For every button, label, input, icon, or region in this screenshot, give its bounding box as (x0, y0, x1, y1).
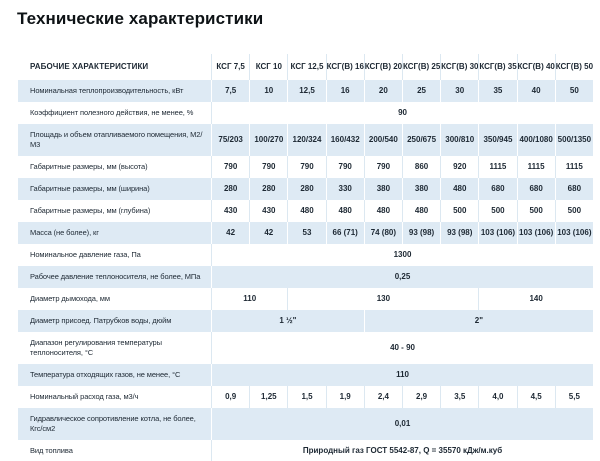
page-title: Технические характеристики (17, 9, 264, 28)
row-label: Вид топлива (30, 446, 73, 455)
value-cell: 2,4 (364, 386, 402, 408)
value-cell: 1300 (211, 244, 593, 266)
value-cell: 103 (106) (555, 222, 593, 244)
value-cell: 350/945 (478, 124, 516, 156)
value-cell: 380 (364, 178, 402, 200)
value-cell: 3,5 (440, 386, 478, 408)
value-cell: 4,0 (478, 386, 516, 408)
value-cell: 790 (364, 156, 402, 178)
value-cell: 16 (326, 80, 364, 102)
column-header: КСГ(В) 35 (478, 54, 516, 80)
value-cell: 480 (440, 178, 478, 200)
value-cell: 53 (287, 222, 325, 244)
value-cell: 2,9 (402, 386, 440, 408)
value-cell: Природный газ ГОСТ 5542-87, Q = 35570 кДж/м.куб (211, 440, 593, 461)
value-cell: 280 (287, 178, 325, 200)
table-row (18, 124, 593, 156)
table-row (18, 386, 593, 408)
value-cell: 250/675 (402, 124, 440, 156)
value-cell: 920 (440, 156, 478, 178)
value-cell: 1115 (478, 156, 516, 178)
value-cell: 103 (106) (517, 222, 555, 244)
column-header: КСГ(В) 20 (364, 54, 402, 80)
value-cell: 40 - 90 (211, 332, 593, 364)
value-cell: 500 (478, 200, 516, 222)
row-label: Гидравлическое сопротивление котла, не более, Кгс/см2 (30, 414, 196, 433)
value-cell: 25 (402, 80, 440, 102)
row-label: Диапазон регулирования температуры теплоносителя, °С (30, 338, 162, 357)
value-cell: 0,9 (211, 386, 249, 408)
value-cell: 280 (211, 178, 249, 200)
table-row (18, 102, 593, 124)
value-cell: 200/540 (364, 124, 402, 156)
value-cell: 790 (287, 156, 325, 178)
value-cell: 140 (478, 288, 593, 310)
table-row (18, 200, 593, 222)
value-cell: 10 (249, 80, 287, 102)
value-cell: 7,5 (211, 80, 249, 102)
value-cell: 30 (440, 80, 478, 102)
column-header: КСГ 12,5 (287, 54, 325, 80)
value-cell: 500 (555, 200, 593, 222)
value-cell: 110 (211, 364, 593, 386)
column-header: КСГ(В) 25 (402, 54, 440, 80)
row-label: Диаметр дымохода, мм (30, 294, 110, 303)
value-cell: 42 (211, 222, 249, 244)
value-cell: 0,01 (211, 408, 593, 440)
value-cell: 1,9 (326, 386, 364, 408)
value-cell: 40 (517, 80, 555, 102)
value-cell: 66 (71) (326, 222, 364, 244)
value-cell: 300/810 (440, 124, 478, 156)
value-cell: 790 (326, 156, 364, 178)
row-label: Коэффициент полезного действия, не менее, % (30, 108, 194, 117)
value-cell: 480 (326, 200, 364, 222)
value-cell: 160/432 (326, 124, 364, 156)
row-label: Диаметр присоед. Патрубков воды, дюйм (30, 316, 172, 325)
value-cell: 480 (287, 200, 325, 222)
table-row (18, 244, 593, 266)
table-row (18, 408, 593, 440)
value-cell: 93 (98) (402, 222, 440, 244)
column-header: КСГ(В) 30 (440, 54, 478, 80)
value-cell: 1,25 (249, 386, 287, 408)
table-row (18, 178, 593, 200)
value-cell: 480 (364, 200, 402, 222)
table-row (18, 288, 593, 310)
value-cell: 110 (211, 288, 287, 310)
value-cell: 1115 (555, 156, 593, 178)
value-cell: 330 (326, 178, 364, 200)
specs-table-body (18, 80, 593, 461)
corner-header: РАБОЧИЕ ХАРАКТЕРИСТИКИ (30, 62, 149, 71)
value-cell: 500/1350 (555, 124, 593, 156)
table-row (18, 156, 593, 178)
column-header: КСГ 10 (249, 54, 287, 80)
value-cell: 103 (106) (478, 222, 516, 244)
value-cell: 74 (80) (364, 222, 402, 244)
row-label: Габаритные размеры, мм (глубина) (30, 206, 151, 215)
specs-table (18, 54, 593, 461)
value-cell: 120/324 (287, 124, 325, 156)
value-cell: 50 (555, 80, 593, 102)
value-cell: 680 (517, 178, 555, 200)
value-cell: 1,5 (287, 386, 325, 408)
table-row (18, 440, 593, 461)
table-row (18, 332, 593, 364)
value-cell: 100/270 (249, 124, 287, 156)
row-label: Масса (не более), кг (30, 228, 99, 237)
value-cell: 35 (478, 80, 516, 102)
value-cell: 430 (249, 200, 287, 222)
value-cell: 4,5 (517, 386, 555, 408)
row-label: Номинальное давление газа, Па (30, 250, 141, 259)
row-label: Габаритные размеры, мм (ширина) (30, 184, 150, 193)
table-row (18, 80, 593, 102)
row-label: Габаритные размеры, мм (высота) (30, 162, 148, 171)
column-header: КСГ 7,5 (211, 54, 249, 80)
row-label: Рабочее давление теплоносителя, не более, МПа (30, 272, 201, 281)
table-row (18, 364, 593, 386)
value-cell: 1 ½" (211, 310, 364, 332)
value-cell: 380 (402, 178, 440, 200)
value-cell: 280 (249, 178, 287, 200)
value-cell: 5,5 (555, 386, 593, 408)
row-label: Температура отходящих газов, не менее, °С (30, 370, 181, 379)
header-row (18, 54, 593, 80)
value-cell: 0,25 (211, 266, 593, 288)
value-cell: 12,5 (287, 80, 325, 102)
value-cell: 500 (517, 200, 555, 222)
page (0, 9, 600, 461)
value-cell: 20 (364, 80, 402, 102)
value-cell: 680 (555, 178, 593, 200)
value-cell: 93 (98) (440, 222, 478, 244)
value-cell: 130 (287, 288, 478, 310)
row-label: Номинальный расход газа, м3/ч (30, 392, 139, 401)
value-cell: 860 (402, 156, 440, 178)
table-row (18, 266, 593, 288)
value-cell: 90 (211, 102, 593, 124)
row-label: Площадь и объем отапливаемого помещения, М2/М3 (30, 130, 203, 149)
value-cell: 500 (440, 200, 478, 222)
value-cell: 75/203 (211, 124, 249, 156)
table-row (18, 310, 593, 332)
value-cell: 1115 (517, 156, 555, 178)
value-cell: 42 (249, 222, 287, 244)
value-cell: 790 (211, 156, 249, 178)
value-cell: 790 (249, 156, 287, 178)
value-cell: 400/1080 (517, 124, 555, 156)
column-header: КСГ(В) 50 (555, 54, 593, 80)
table-row (18, 222, 593, 244)
value-cell: 480 (402, 200, 440, 222)
column-header: КСГ(В) 40 (517, 54, 555, 80)
value-cell: 2" (364, 310, 593, 332)
row-label: Номинальная теплопроизводительность, кВт (30, 86, 184, 95)
column-header: КСГ(В) 16 (326, 54, 364, 80)
value-cell: 680 (478, 178, 516, 200)
value-cell: 430 (211, 200, 249, 222)
